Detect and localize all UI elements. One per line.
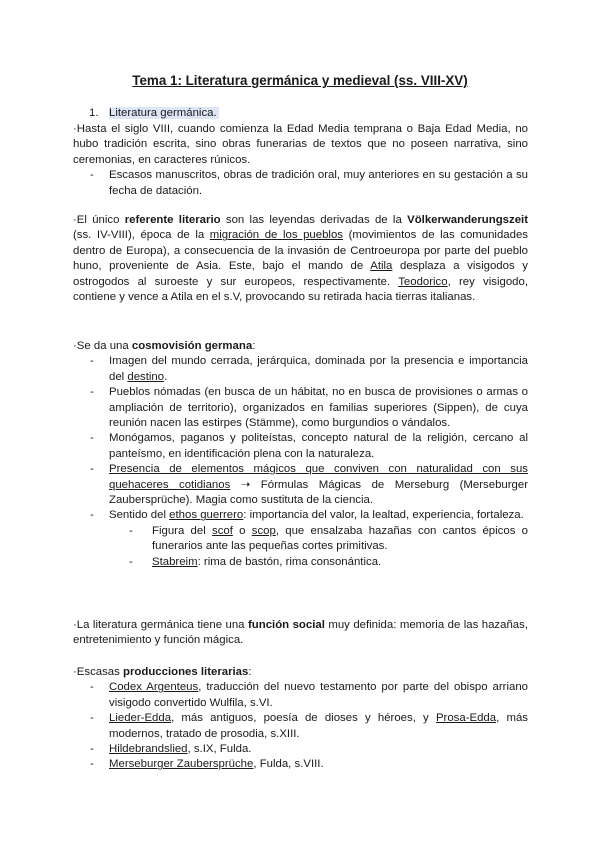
text-span: , s.IX, Fulda. [187,743,252,756]
text-span: : rima de bastón, rima consonántica. [197,555,382,568]
paragraph-3-text [73,339,528,354]
text-span: ·Se da una [73,340,132,352]
underlined-term: destino [127,370,165,383]
paragraph-2 [73,213,528,305]
text-span: . [164,370,168,383]
paragraph-3-list [73,354,528,523]
underlined-term: migración de los pueblos [209,229,343,242]
text-span: , Fulda, s.VIII. [253,758,324,771]
bold-term: cosmovisión germana [131,340,253,352]
text-span: ➝ Fórmulas Mágicas de Merseburg (Merseburger Zaubersprüche). Magia como sustituta de la ciencia. [109,478,529,507]
bold-term: referente literario [124,214,221,226]
list-item [73,757,528,772]
underlined-term: Atila [370,260,393,273]
underlined-term: scof [212,524,233,537]
text-span: , traducción del nuevo testamento por parte del obispo arriano visigodo convertido Wulfila, s.VI. [109,681,529,709]
text-span: , más antiguos, poesía de dioses y héroes, y [171,712,436,725]
paragraph-3 [73,339,528,570]
section-heading [89,106,219,121]
list-item [73,711,528,742]
list-item: - Escasos manuscritos, obras de tradición oral, muy anteriores en su gestación a su fecha de datación. [73,168,528,199]
text-span: ·Escasas [73,666,124,678]
list-item [73,555,528,570]
text-span: , más modernos, tratado de prosodia, s.XIII. [109,712,528,740]
paragraph-4 [73,618,528,649]
underlined-term: Codex Argenteus [109,681,199,694]
list-item: - Pueblos nómadas (en busca de un hábitat, no en busca de provisiones o armas o ampliación de territorio), organizados en familias superiores (Sippen), de cuya reunión nacen las estirpes (Stämme), como burgundios o vándalos. [73,385,528,431]
underlined-term: Lieder-Edda [109,712,172,725]
list-item: - Monógamos, paganos y politeístas, concepto natural de la religión, cercano al panteísmo, en identificación plena con la naturaleza. [73,431,528,462]
section-label: Literatura germánica. [109,107,217,119]
text-span: o [232,524,252,537]
list-item [73,462,528,508]
text-span: ·La literatura germánica tiene una [73,619,248,631]
list-item [73,508,528,523]
bold-term: producciones literarias [123,666,249,678]
paragraph-5 [73,665,528,773]
text-span: ·El único [73,214,125,226]
text-span: (movimientos de las comunidades dentro de Europa), a consecuencia de la invasión de Centroeuropa por parte del pueblo huno, proveniente de Asia. Este, bajo el mando de [73,229,529,273]
paragraph-5-list [73,680,528,772]
underlined-term: Stabreim [152,555,198,568]
text-span: Figura del [152,524,213,537]
underlined-term: ethos guerrero [169,509,244,522]
text-span: Imagen del mundo cerrada, jerárquica, dominada por la presencia e importancia del [109,355,528,383]
text-span: : [252,340,256,352]
underlined-term: Teodorico [398,275,448,288]
list-item [73,680,528,711]
underlined-term: Prosa-Edda [435,712,497,725]
text-span: : importancia del valor, la lealtad, experiencia, fortaleza. [243,509,524,522]
page-title: Tema 1: Literatura germánica y medieval (ss. VIII-XV) [132,73,468,88]
bold-term: Völkerwanderungszeit [407,214,528,226]
text-span: , rey visigodo, contiene y vence a Atila en el s.V, provocando su retirada hacia tierras italianas. [73,275,528,304]
paragraph-1 [73,122,528,199]
text-span: desplaza a visigodos y ostrogodos al suroeste y sur europeos, respectivamente. [73,260,528,288]
text-span: son las leyendas derivadas de la [220,214,408,226]
underlined-term: Merseburger Zaubersprüche [109,758,254,771]
list-item [73,524,528,555]
text-span: (ss. IV-VIII), época de la [73,229,210,242]
paragraph-3-sublist [73,524,528,570]
text-span: muy definida: memoria de las hazañas, entretenimiento y función mágica. [73,619,528,647]
underlined-term: Hildebrandslied [109,743,188,756]
underlined-term: Presencia de elementos mágicos que conviven con naturalidad con sus quehaceres cotidianos [109,463,528,491]
section-number: 1. [89,107,99,119]
paragraph-5-text [73,665,528,680]
text-span: : [248,666,252,678]
paragraph-1-list [73,168,528,199]
list-item [73,354,528,385]
text-span: Sentido del [109,509,170,522]
list-item [73,742,528,757]
text-span: , que ensalzaba hazañas con cantos épicos o funerarios ante las pequeñas cortes primitivas. [152,524,528,553]
underlined-term: scop [251,524,276,537]
bold-term: función social [247,619,325,631]
paragraph-1-text: ·Hasta el siglo VIII, cuando comienza la Edad Media temprana o Baja Edad Media, no hubo tradición escrita, sino obras funerarias de textos que no poseen narrativa, sino ceremonias, en caracteres rúnicos. [73,123,528,166]
